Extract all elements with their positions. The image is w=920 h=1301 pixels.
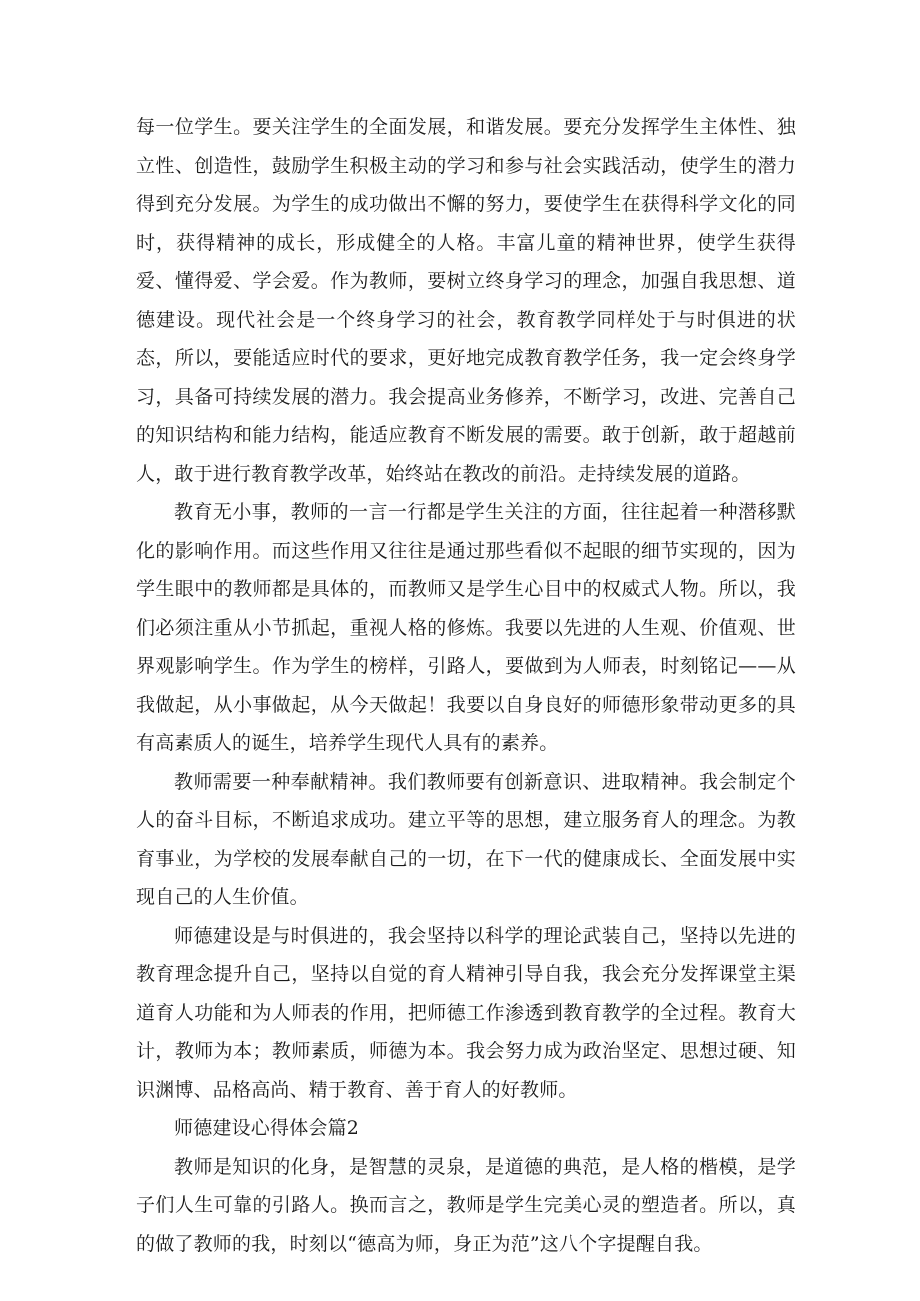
paragraph-1: 每一位学生。要关注学生的全面发展，和谐发展。要充分发挥学生主体性、独立性、创造性，鼓励学生积极主动的学习和参与社会实践活动，使学生的潜力得到充分发展。为学生的成功做出不懈的努力，要使学生在获得科学文化的同时，获得精神的成长，形成健全的人格。丰富儿童的精神世界，使学生获得爱、懂得爱、学会爱。作为教师，要树立终身学习的理念，加强自我思想、道德建设。现代社会是一个终身学习的社会，教育教学同样处于与时俱进的状态，所以，要能适应时代的要求，更好地完成教育教学任务，我一定会终身学习，具备可持续发展的潜力。我会提高业务修养，不断学习，改进、完善自己的知识结构和能力结构，能适应教育不断发展的需要。敢于创新，敢于超越前人，敢于进行教育教学改革，始终站在教改的前沿。走持续发展的道路。 (136, 116, 796, 485)
paragraph-4: 师德建设是与时俱进的，我会坚持以科学的理论武装自己，坚持以先进的教育理念提升自己，坚持以自觉的育人精神引导自我，我会充分发挥课堂主渠道育人功能和为人师表的作用，把师德工作渗透到教育教学的全过程。教育大计，教师为本；教师素质，师德为本。我会努力成为政治坚定、思想过硬、知识渊博、品格高尚、精于教育、善于育人的好教师。 (136, 924, 796, 1101)
document-body (136, 108, 796, 1263)
paragraph-2: 教育无小事，教师的一言一行都是学生关注的方面，往往起着一种潜移默化的影响作用。而这些作用又往往是通过那些看似不起眼的细节实现的，因为学生眼中的教师都是具体的，而教师又是学生心目中的权威式人物。所以，我们必须注重从小节抓起，重视人格的修炼。我要以先进的人生观、价值观、世界观影响学生。作为学生的榜样，引路人，要做到为人师表，时刻铭记——从我做起，从小事做起，从今天做起！我要以自身良好的师德形象带动更多的具有高素质人的诞生，培养学生现代人具有的素养。 (136, 501, 796, 754)
section-heading: 师德建设心得体会篇2 (174, 1117, 360, 1139)
paragraph-3: 教师需要一种奉献精神。我们教师要有创新意识、进取精神。我会制定个人的奋斗目标，不断追求成功。建立平等的思想，建立服务育人的理念。为教育事业，为学校的发展奉献自己的一切，在下一代的健康成长、全面发展中实现自己的人生价值。 (136, 770, 796, 908)
paragraph-5: 教师是知识的化身，是智慧的灵泉，是道德的典范，是人格的楷模，是学子们人生可靠的引路人。换而言之，教师是学生完美心灵的塑造者。所以，真的做了教师的我，时刻以“德高为师，身正为范”这八个字提醒自我。 (136, 1155, 796, 1255)
